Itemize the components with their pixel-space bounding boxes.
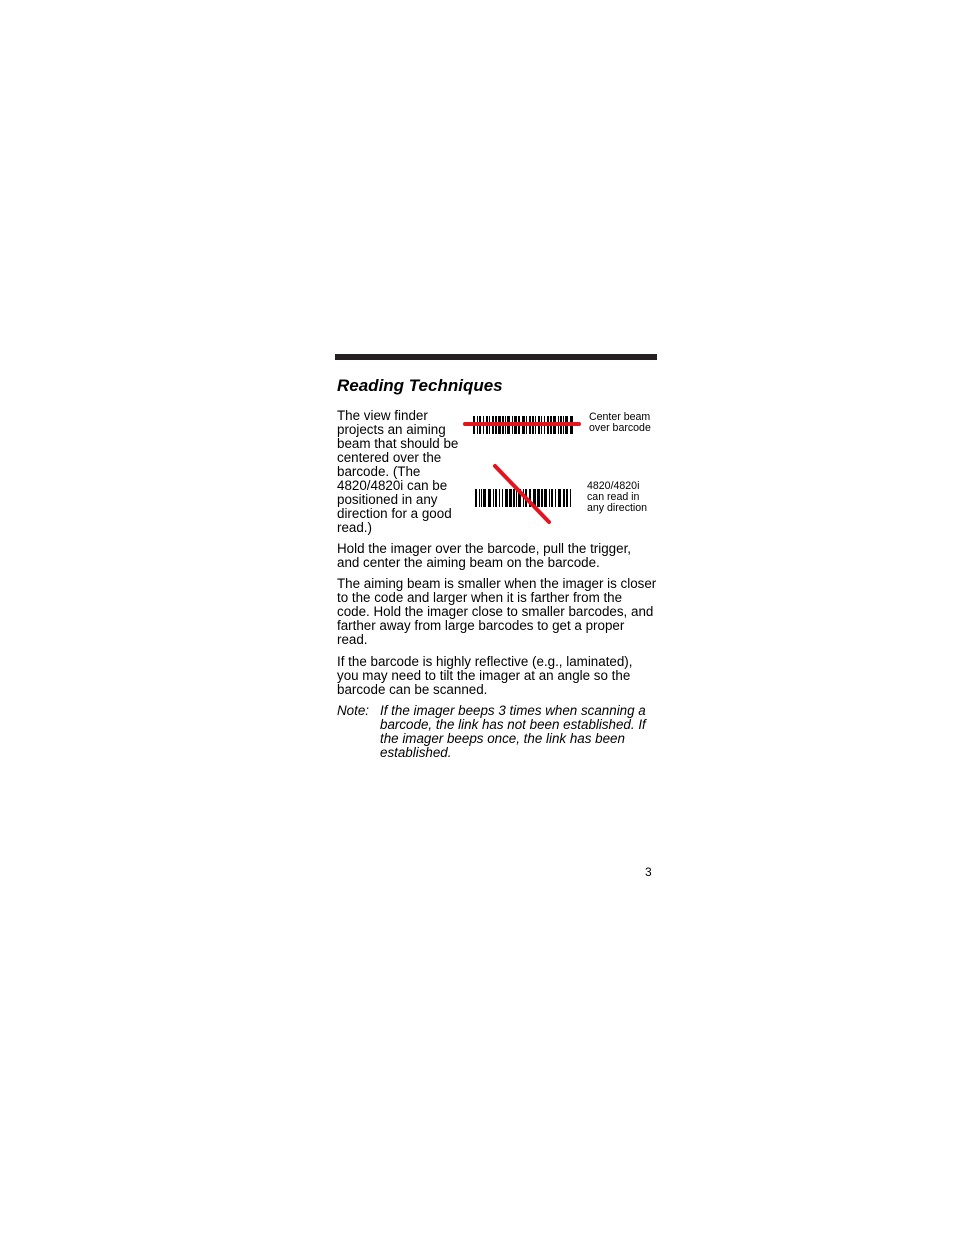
- barcode-bar: [566, 489, 568, 507]
- barcode-bar: [475, 489, 477, 507]
- note-label: Note:: [337, 703, 370, 718]
- page-number: 3: [645, 865, 652, 879]
- intro-paragraph: The view finder projects an aiming beam that should be centered over the barcode. (The 4820/4820i can be positioned in any direction for a good read.): [337, 408, 459, 535]
- barcode-bar: [495, 489, 497, 507]
- barcode-bar: [481, 489, 482, 507]
- barcode-bar: [544, 489, 547, 507]
- barcode-bar: [551, 489, 553, 507]
- barcode-bar: [513, 489, 515, 507]
- barcode-bar: [483, 489, 486, 507]
- barcode-bar: [488, 489, 491, 507]
- paragraph-beam-size: The aiming beam is smaller when the imager is closer to the code and larger when it is farther from the code. Hold the imager close to smaller barcodes, and farther away from large barcodes to get a proper read.: [337, 576, 657, 647]
- barcode-bar: [549, 489, 550, 507]
- aiming-beam-diagonal: [495, 466, 549, 522]
- barcode-illustration: [460, 405, 585, 530]
- barcode-bar: [558, 489, 561, 507]
- barcode-bar: [505, 489, 508, 507]
- section-rule: [335, 354, 657, 360]
- barcode-bar: [509, 489, 512, 507]
- barcode-bar: [537, 489, 540, 507]
- barcode-bar: [502, 489, 503, 507]
- barcode-bar: [479, 489, 480, 507]
- barcode-figure: [460, 405, 585, 535]
- section-title: Reading Techniques: [337, 376, 503, 395]
- caption-any-direction: 4820/4820i can read in any direction: [587, 480, 648, 514]
- caption-center-beam: Center beam over barcode: [589, 411, 651, 434]
- barcode-bar: [499, 489, 500, 507]
- note-text: If the imager beeps 3 times when scanning a barcode, the link has not been established. If the imager beeps once, the link has been established.: [380, 703, 646, 760]
- barcode-bar: [541, 489, 543, 507]
- barcode-bottom: [475, 489, 571, 507]
- barcode-bar: [493, 489, 494, 507]
- paragraph-reflective: If the barcode is highly reflective (e.g., laminated), you may need to tilt the imager at an angle so the barcode can be scanned.: [337, 654, 633, 697]
- barcode-bar: [555, 489, 556, 507]
- barcode-bar: [563, 489, 565, 507]
- paragraph-hold-imager: Hold the imager over the barcode, pull the trigger, and center the aiming beam on the barcode.: [337, 541, 632, 570]
- barcode-bar: [570, 489, 571, 507]
- barcode-bar: [516, 489, 517, 507]
